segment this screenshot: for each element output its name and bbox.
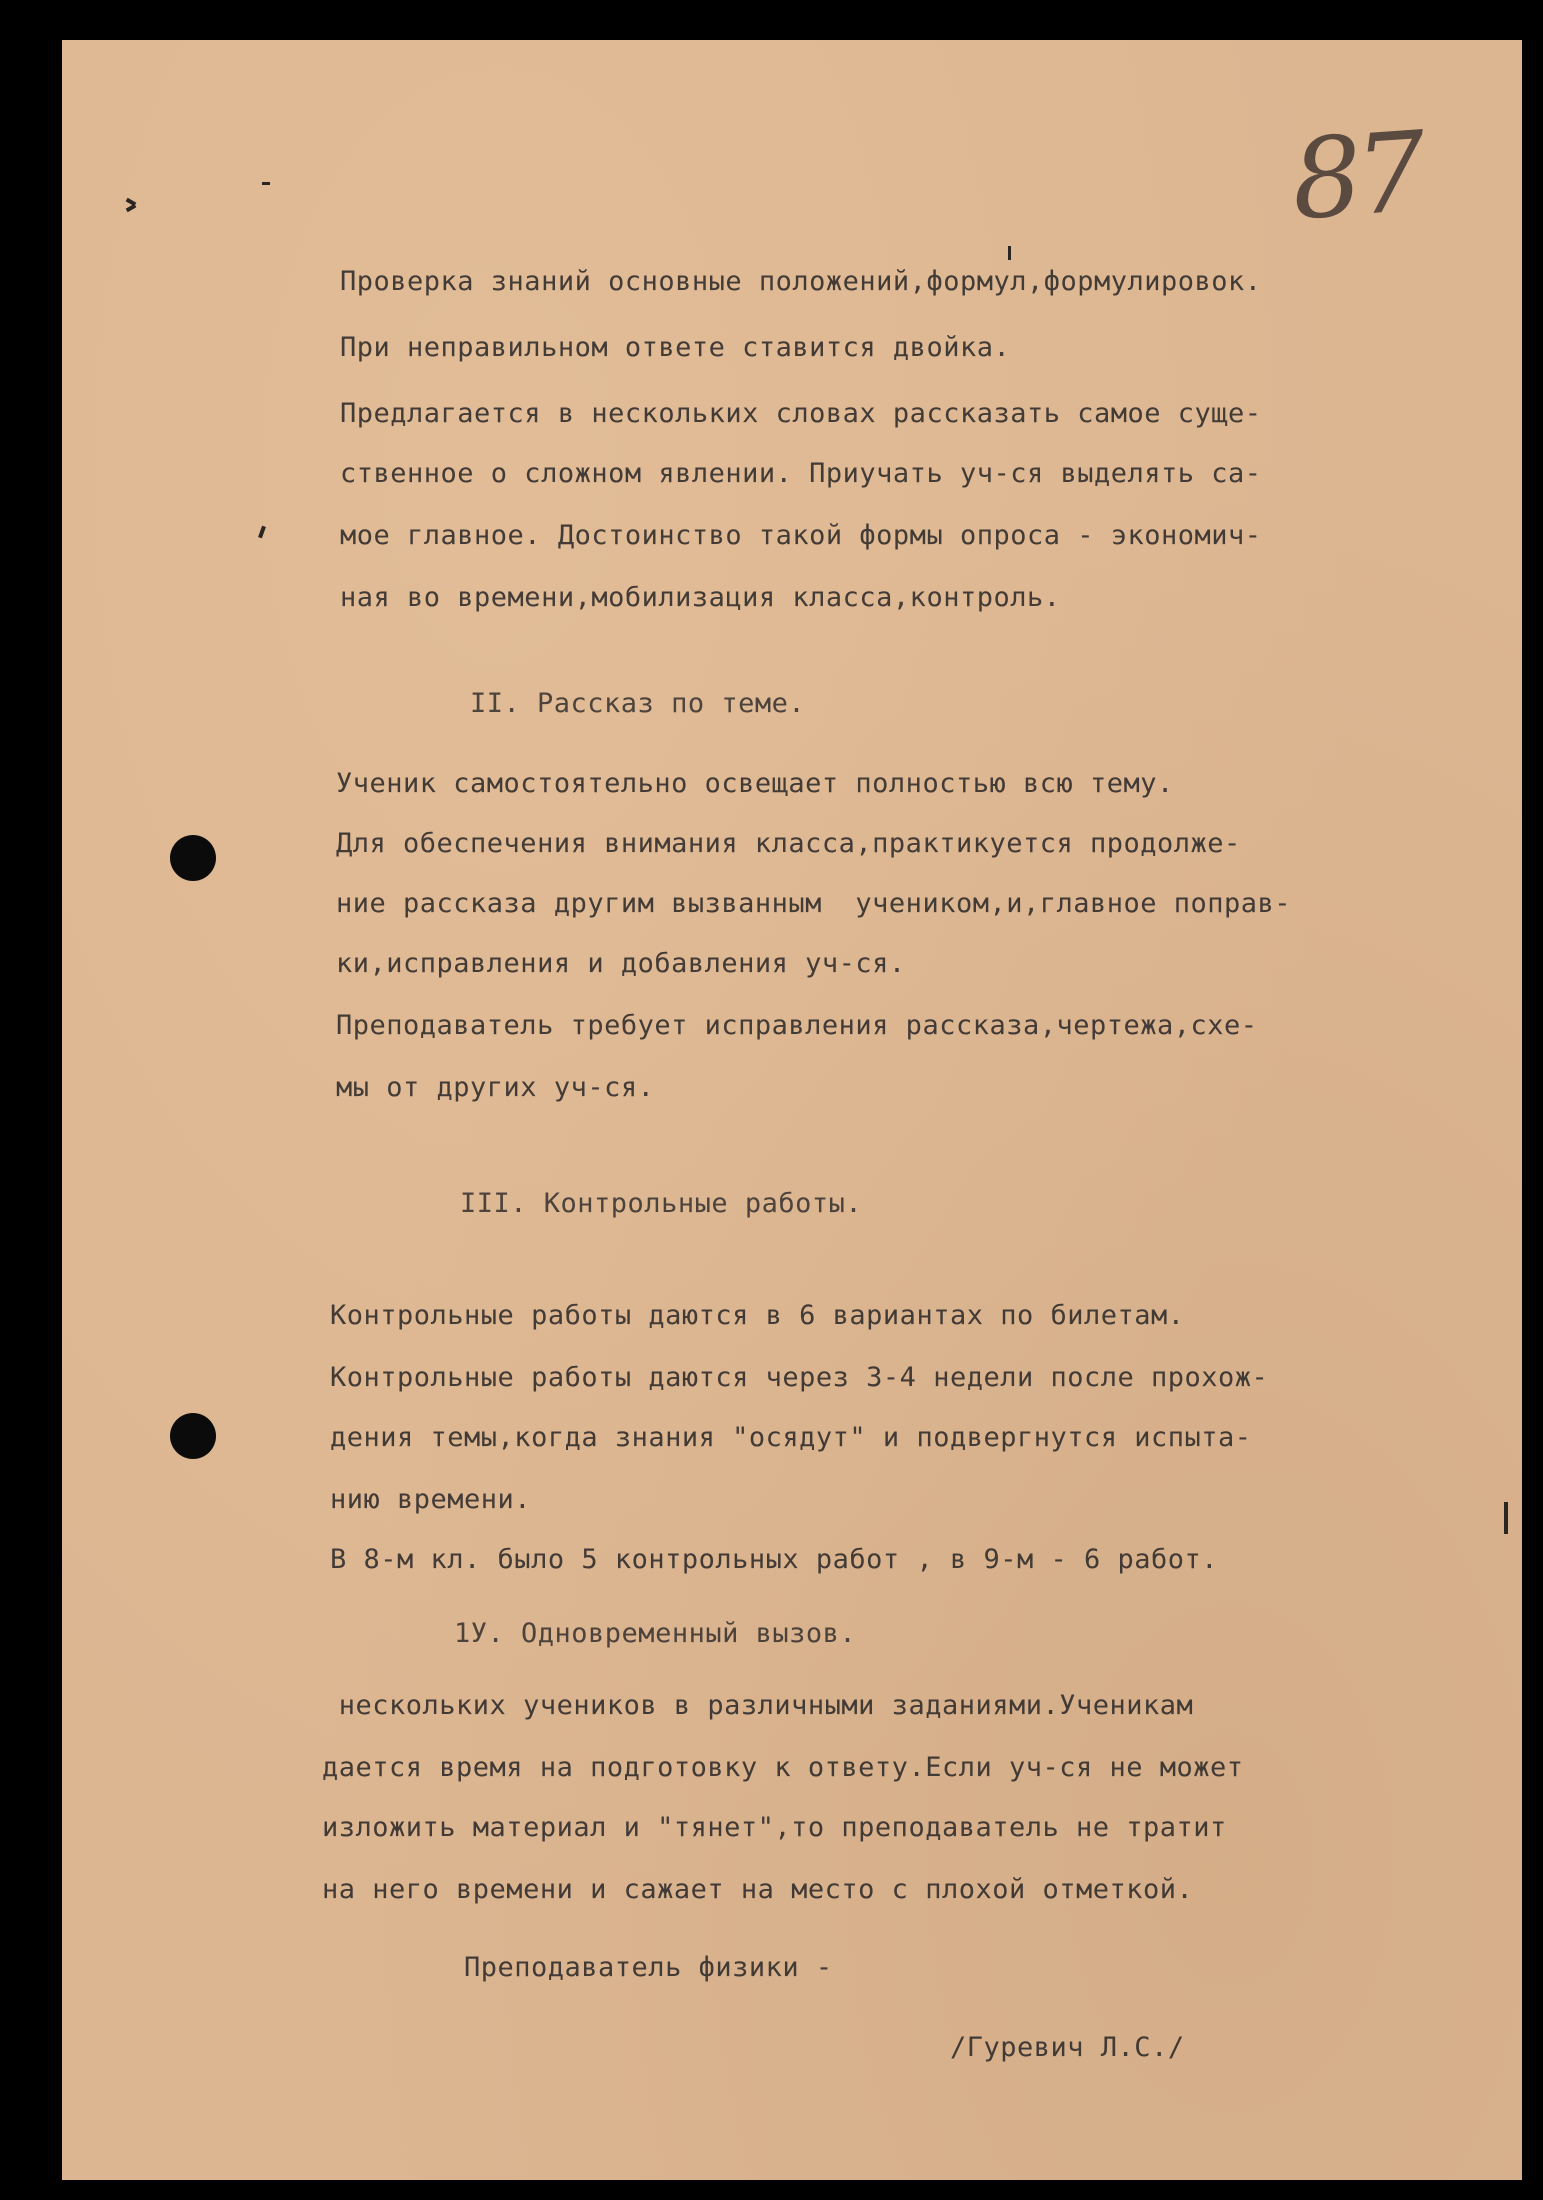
section-line: Для обеспечения внимания класса,практикуется продолже- — [336, 828, 1241, 859]
section-heading: III. Контрольные работы. — [460, 1188, 863, 1219]
section-line: ки,исправления и добавления уч-ся. — [336, 948, 906, 979]
margin-mark — [1504, 1502, 1508, 1534]
section-line: дается время на подготовку к ответу.Если уч-ся не может — [322, 1752, 1244, 1783]
section-line: Ученик самостоятельно освещает полностью всю тему. — [336, 768, 1174, 799]
section-line: на него времени и сажает на место с плохой отметкой. — [322, 1874, 1194, 1905]
section-heading: II. Рассказ по теме. — [470, 688, 806, 719]
intro-line: Предлагается в нескольких словах рассказать самое суще- — [340, 398, 1262, 429]
section-line: нию времени. — [330, 1484, 532, 1515]
section-line: В 8-м кл. было 5 контрольных работ , в 9-м - 6 работ. — [330, 1544, 1219, 1575]
intro-line: ная во времени,мобилизация класса,контроль. — [340, 582, 1061, 613]
section-line: изложить материал и "тянет",то преподаватель не тратит — [322, 1812, 1227, 1843]
section-line: дения темы,когда знания "осядут" и подвергнутся испыта- — [330, 1422, 1252, 1453]
intro-line: При неправильном ответе ставится двойка. — [340, 332, 1011, 363]
section-line: Контрольные работы даются через 3-4 недели после прохож- — [330, 1362, 1269, 1393]
intro-line: ственное о сложном явлении. Приучать уч-ся выделять са- — [340, 458, 1262, 489]
signature-title: Преподаватель физики - — [464, 1952, 833, 1983]
signature-name: /Гуревич Л.С./ — [950, 2032, 1185, 2063]
section-line: Преподаватель требует исправления рассказа,чертежа,схе- — [336, 1010, 1258, 1041]
punch-hole — [170, 1413, 216, 1459]
section-heading: 1У. Одновременный вызов. — [454, 1618, 857, 1649]
intro-line: мое главное. Достоинство такой формы опроса - экономич- — [340, 520, 1262, 551]
section-line: Контрольные работы даются в 6 вариантах по билетам. — [330, 1300, 1185, 1331]
intro-line: Проверка знаний основные положений,формул,формулировок. — [340, 266, 1262, 297]
typed-text-body — [62, 40, 1522, 2063]
handwritten-page-number: 87 — [1287, 107, 1425, 245]
section-line: нескольких учеников в различными заданиями.Ученикам — [322, 1690, 1194, 1721]
section-line: мы от других уч-ся. — [336, 1072, 655, 1103]
section-line: ние рассказа другим вызванным учеником,и,главное поправ- — [336, 888, 1292, 919]
document-page — [62, 40, 1522, 2180]
